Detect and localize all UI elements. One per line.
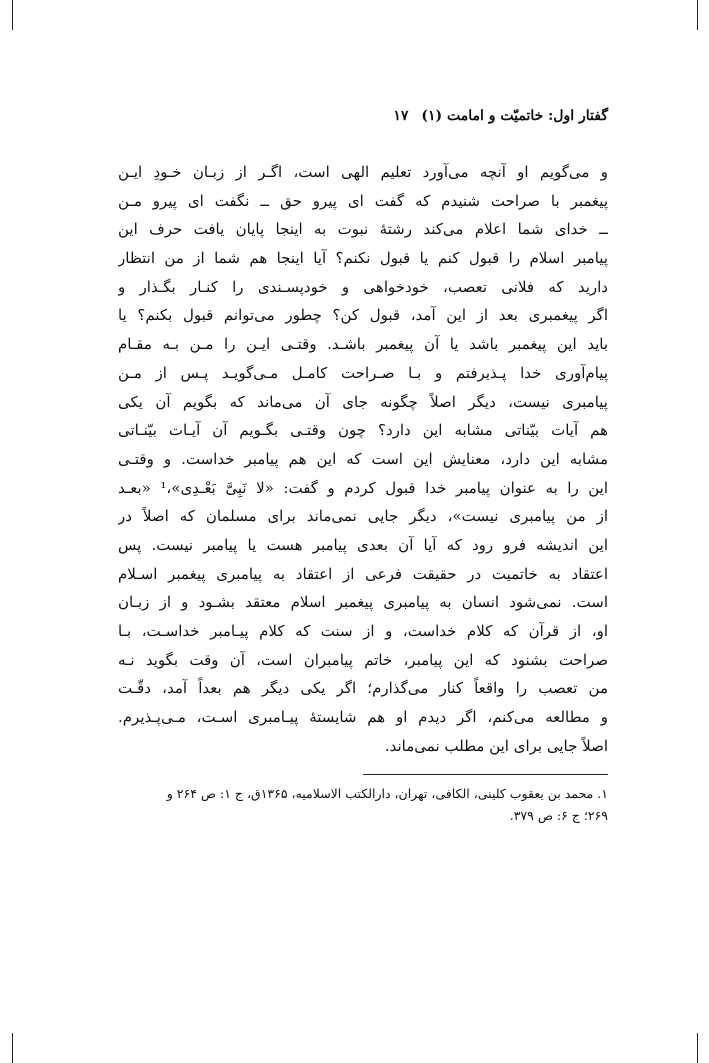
text-line: هم آیات بیّناتی مشابه این دارد؟ چون وقتـی بگـویم آن آیـات بیّنـاتی	[118, 421, 608, 440]
footnote-line: ۱. محمد بن یعقوب کلینی، الکافی، تهران، دارالکتب الاسلامیه، ۱۳۶۵ق، ج ۱: ص ۲۶۴ و	[166, 786, 608, 802]
text-line: اعتقاد به خاتمیت در حقیقت فرعی از اعتقاد به پیامبری پیغمبر اسـلام	[118, 564, 608, 583]
text-line: از من پیامبری نیست»، دیگر جایی نمی‌ماند برای مسلمان که اصلاً در	[118, 507, 608, 526]
text-line: پیام‌آوری خدا پـذیرفتم و بـا صـراحت کامـل مـی‌گویـد پـس از مـن	[118, 363, 608, 382]
text-line: و مطالعه می‌کنم، اگر دیدم او هم شایستهٔ پیـامبری اسـت، مـی‌پـذیرم.	[118, 708, 608, 727]
footnote-rule	[363, 774, 608, 775]
text-line: او، از قرآن که کلام خداست، و از سنت که کلام پیـامبر خداسـت، بـا	[118, 622, 608, 640]
text-line: است. نمی‌شود انسان به پیامبری پیغمبر اسلام معتقد بشـود و از زبـان	[118, 593, 608, 612]
text-line: این اندیشه فرو رود که آیا آن بعدی پیامبر هست یا پیامبر نیست. پس	[118, 535, 608, 554]
text-line: پیغمبر با صراحت شنیدم که گفت ای پیرو حق ــ نگفت ای پیرو مـن	[118, 191, 608, 210]
text-line: صراحت بشنود که این پیامبر، خاتم پیامبران است، آن وقت بگوید نـه	[118, 650, 608, 669]
text-line: دارید که فلانی تعصب، خودخواهی و خودپسـندی را کنـار بگـذار و	[118, 277, 608, 296]
text-line: پیامبر اسلام را قبول کنم یا قبول نکنم؟ آیا اینجا هم شما از من انتظار	[118, 249, 608, 268]
text-line: اصلاً جایی برای این مطلب نمی‌ماند.	[384, 736, 608, 755]
crop-mark-top-right	[697, 0, 698, 30]
text-line: ــ خدای شما اعلام می‌کند رشتهٔ نبوت به اینجا پایان یافت حرف این	[118, 220, 608, 239]
text-line: و می‌گویم او آنچه می‌آورد تعلیم الهی است، اگـر از زبـان خـودِ ایـن	[118, 163, 608, 181]
page-number: ۱۷	[393, 108, 409, 124]
text-line: مشابه این دارد، معنایش این است که این هم پیامبر خداست. و وقتـی	[118, 449, 608, 468]
book-page	[118, 108, 608, 827]
text-line: اگر پیغمبری بعد از این آمد، قبول کن؟ چطور می‌توانم قبول بکنم؟ یا	[118, 306, 608, 325]
text-line: باید این پیغمبر باشد یا آن پیغمبر باشـد. وقتـی ایـن را مـن بـه مقـام	[118, 335, 608, 354]
running-head-title: گفتار اول: خاتمیّت و امامت (۱)	[421, 108, 608, 124]
footnote-line: ۲۶۹؛ ج ۶: ص ۳۷۹.	[509, 808, 608, 824]
running-head	[118, 108, 608, 134]
text-line: پیامبری نیست، دیگر اصلاً چگونه جای آن می‌ماند که بگویم آن یکی	[118, 392, 608, 411]
text-line: این را به عنوان پیامبر خدا قبول کردم و گفت: «لا نَبِیَّ بَعْـدِی»،¹ «بعـد	[118, 478, 608, 497]
crop-mark-bottom-right	[697, 1033, 698, 1063]
text-line: من تعصب را واقعاً کنار می‌گذارم؛ اگر یکی دیگر هم بعداً آمد، دقّـت	[118, 679, 608, 698]
crop-mark-top-left	[12, 0, 13, 30]
footnote	[118, 783, 608, 827]
crop-mark-bottom-left	[12, 1033, 13, 1063]
body-text	[118, 158, 608, 760]
